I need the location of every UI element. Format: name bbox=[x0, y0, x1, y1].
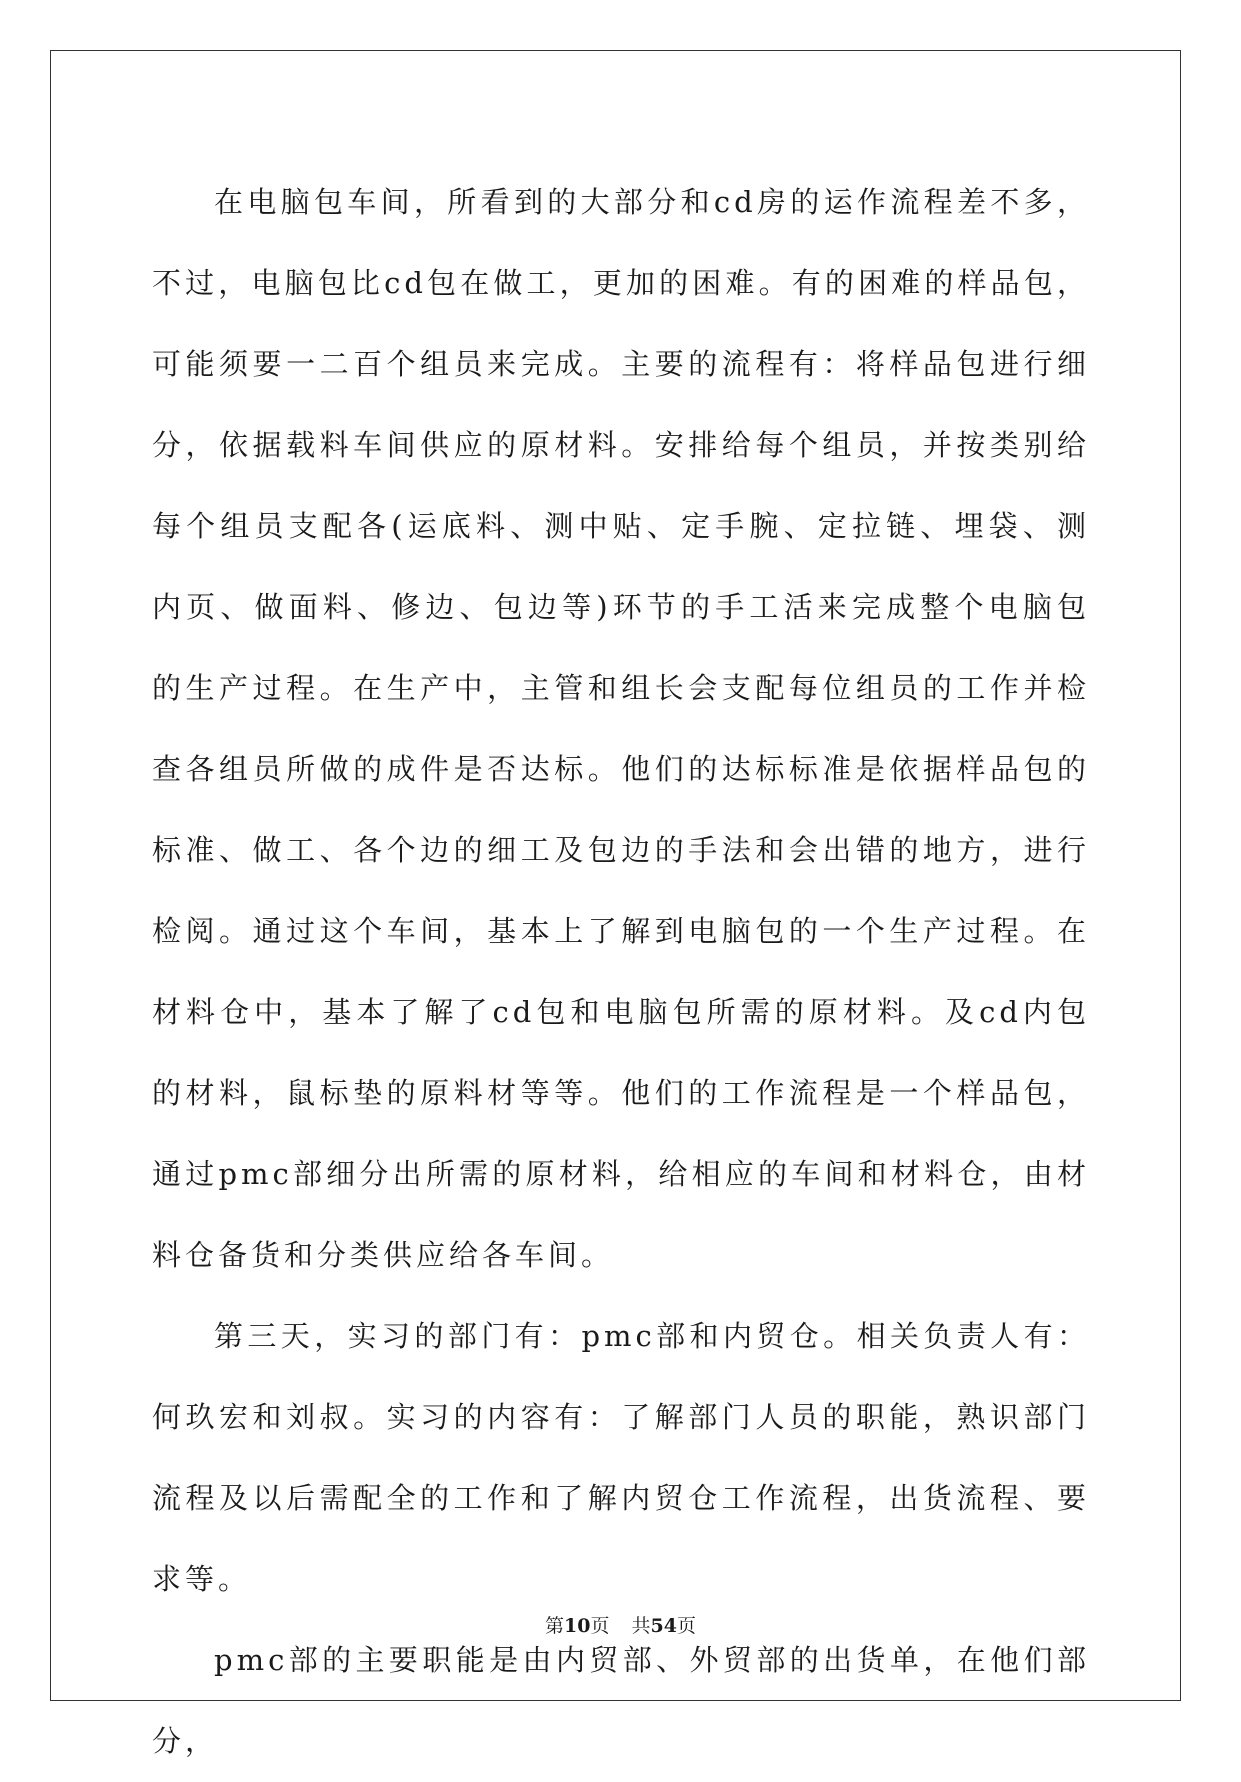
paragraph-1: 在电脑包车间，所看到的大部分和cd房的运作流程差不多，不过，电脑包比cd包在做工，更加的困难。有的困难的样品包，可能须要一二百个组员来完成。主要的流程有：将样品包进行细分，依据载料车间供应的原材料。安排给每个组员，并按类别给每个组员支配各(运底料、测中贴、定手腕、定拉链、埋袋、测内页、做面料、修边、包边等)环节的手工活来完成整个电脑包的生产过程。在生产中，主管和组长会支配每位组员的工作并检查各组员所做的成件是否达标。他们的达标标准是依据样品包的标准、做工、各个边的细工及包边的手法和会出错的地方，进行检阅。通过这个车间，基本上了解到电脑包的一个生产过程。在材料仓中，基本了解了cd包和电脑包所需的原材料。及cd内包的材料，鼠标垫的原料材等等。他们的工作流程是一个样品包，通过pmc部细分出所需的原材料，给相应的车间和材料仓，由材料仓备货和分类供应给各车间。 bbox=[152, 185, 1090, 1272]
total-suffix: 页 bbox=[676, 1615, 696, 1637]
paragraph-2: 第三天，实习的部门有：pmc部和内贸仓。相关负责人有：何玖宏和刘叔。实习的内容有：了解部门人员的职能，熟识部门流程及以后需配全的工作和了解内贸仓工作流程，出货流程、要求等。 bbox=[152, 1319, 1090, 1596]
total-pages: 54 bbox=[650, 1615, 677, 1637]
page-prefix: 第 bbox=[545, 1615, 565, 1637]
page-footer bbox=[0, 1611, 1241, 1638]
total-prefix: 共 bbox=[631, 1615, 651, 1637]
page-suffix: 页 bbox=[590, 1615, 610, 1637]
paragraph-3: pmc部的主要职能是由内贸部、外贸部的出货单，在他们部分， bbox=[152, 1643, 1090, 1758]
document-body bbox=[152, 162, 1090, 1782]
page-number: 10 bbox=[564, 1615, 591, 1637]
